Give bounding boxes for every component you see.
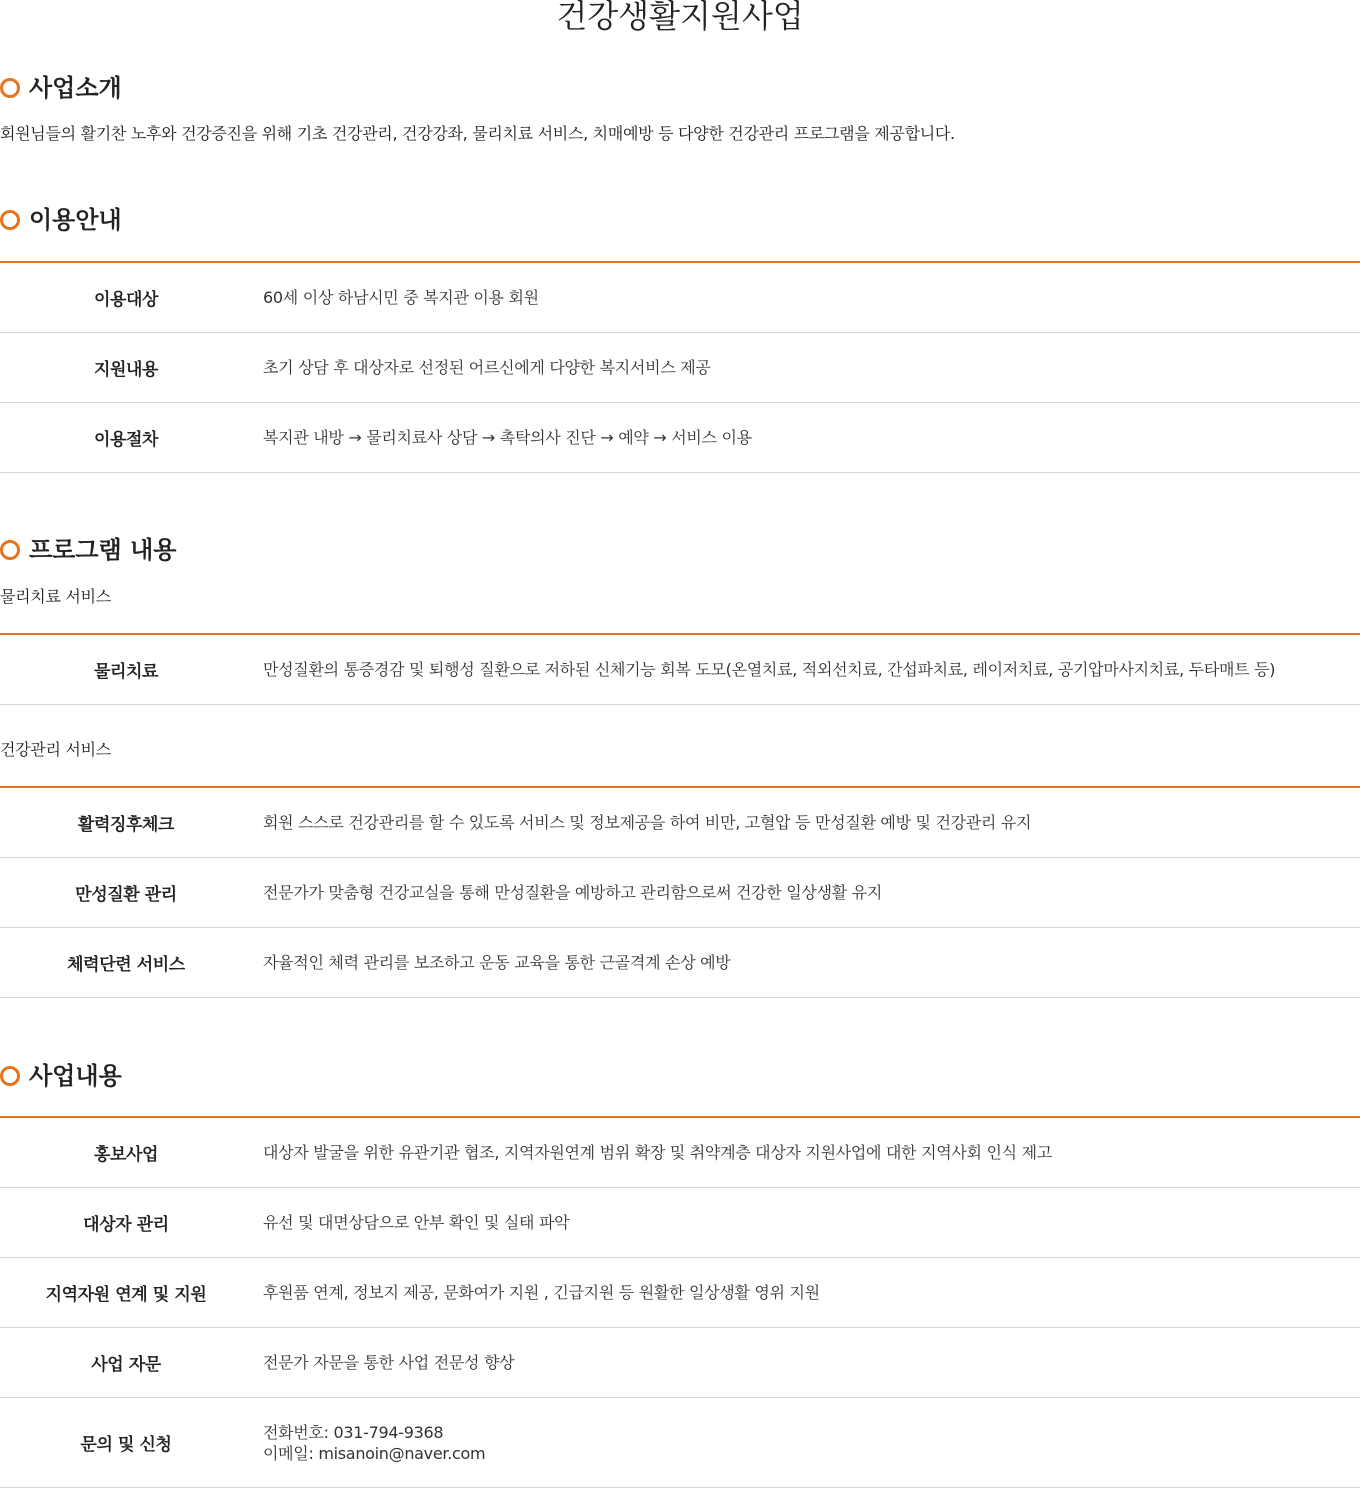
- row-value: 자율적인 체력 관리를 보조하고 운동 교육을 통한 근골격계 손상 예방: [263, 953, 731, 972]
- table-row: [0, 788, 1360, 858]
- row-label: 문의 및 신청: [80, 1435, 172, 1455]
- guide-table: [0, 261, 1360, 473]
- row-label: 사업 자문: [91, 1355, 161, 1375]
- section-title: 이용안내: [29, 206, 122, 234]
- table-row: [0, 403, 1360, 473]
- intro-text: 회원님들의 활기찬 노후와 건강증진을 위해 기초 건강관리, 건강강좌, 물리치료 서비스, 치매예방 등 다양한 건강관리 프로그램을 제공합니다.: [0, 124, 955, 143]
- row-label: 활력징후체크: [77, 815, 175, 835]
- row-value: 60세 이상 하남시민 중 복지관 이용 회원: [263, 288, 539, 307]
- row-label: 이용절차: [93, 430, 159, 450]
- table-row: [0, 928, 1360, 998]
- row-value: 후원품 연계, 정보지 제공, 문화여가 지원 , 긴급지원 등 원활한 일상생활 영위 지원: [263, 1283, 820, 1302]
- circle-bullet-icon: [0, 1066, 20, 1086]
- row-label: 체력단련 서비스: [67, 955, 185, 975]
- row-label: 지역자원 연계 및 지원: [45, 1285, 207, 1305]
- section-title: 프로그램 내용: [29, 536, 177, 564]
- subsection-label-physio: 물리치료 서비스: [0, 587, 111, 606]
- row-label: 이용대상: [93, 290, 159, 310]
- table-row: [0, 1398, 1360, 1488]
- page-title: 건강생활지원사업: [556, 0, 804, 35]
- table-row: [0, 1258, 1360, 1328]
- row-label: 대상자 관리: [83, 1215, 169, 1235]
- circle-bullet-icon: [0, 78, 20, 98]
- row-value: 만성질환의 통증경감 및 퇴행성 질환으로 저하된 신체기능 회복 도모(온열치료, 적외선치료, 간섭파치료, 레이저치료, 공기압마사지치료, 두타매트 등): [263, 660, 1276, 679]
- section-header-program: [0, 534, 176, 566]
- circle-bullet-icon: [0, 210, 20, 230]
- table-row: [0, 1328, 1360, 1398]
- row-value-contact: [252, 1422, 1360, 1464]
- row-value: 전문가가 맞춤형 건강교실을 통해 만성질환을 예방하고 관리함으로써 건강한 일상생활 유지: [263, 883, 883, 902]
- row-label: 물리치료: [93, 662, 159, 682]
- section-title: 사업소개: [29, 74, 122, 102]
- row-label: 지원내용: [93, 360, 159, 380]
- subsection-label-health: 건강관리 서비스: [0, 740, 111, 759]
- contact-email: 이메일: misanoin@naver.com: [263, 1443, 486, 1463]
- section-header-intro: [0, 72, 122, 104]
- table-row: [0, 1118, 1360, 1188]
- business-table: [0, 1116, 1360, 1488]
- row-label: 만성질환 관리: [75, 885, 177, 905]
- row-value: 전문가 자문을 통한 사업 전문성 향상: [263, 1353, 515, 1372]
- row-value: 초기 상담 후 대상자로 선정된 어르신에게 다양한 복지서비스 제공: [263, 358, 711, 377]
- section-title: 사업내용: [29, 1062, 122, 1090]
- table-row: [0, 635, 1360, 705]
- table-row: [0, 333, 1360, 403]
- row-value: 복지관 내방 → 물리치료사 상담 → 촉탁의사 진단 → 예약 → 서비스 이용: [263, 428, 752, 447]
- contact-phone: 전화번호: 031-794-9368: [263, 1422, 444, 1442]
- row-value: 유선 및 대면상담으로 안부 확인 및 실태 파악: [263, 1213, 570, 1232]
- circle-bullet-icon: [0, 540, 20, 560]
- table-row: [0, 858, 1360, 928]
- section-header-business: [0, 1060, 122, 1092]
- row-label: 홍보사업: [93, 1145, 159, 1165]
- section-header-guide: [0, 204, 122, 236]
- physio-table: [0, 633, 1360, 705]
- table-row: [0, 263, 1360, 333]
- row-value: 회원 스스로 건강관리를 할 수 있도록 서비스 및 정보제공을 하여 비만, 고혈압 등 만성질환 예방 및 건강관리 유지: [263, 813, 1032, 832]
- row-value: 대상자 발굴을 위한 유관기관 협조, 지역자원연계 범위 확장 및 취약계층 대상자 지원사업에 대한 지역사회 인식 제고: [263, 1143, 1052, 1162]
- table-row: [0, 1188, 1360, 1258]
- health-table: [0, 786, 1360, 998]
